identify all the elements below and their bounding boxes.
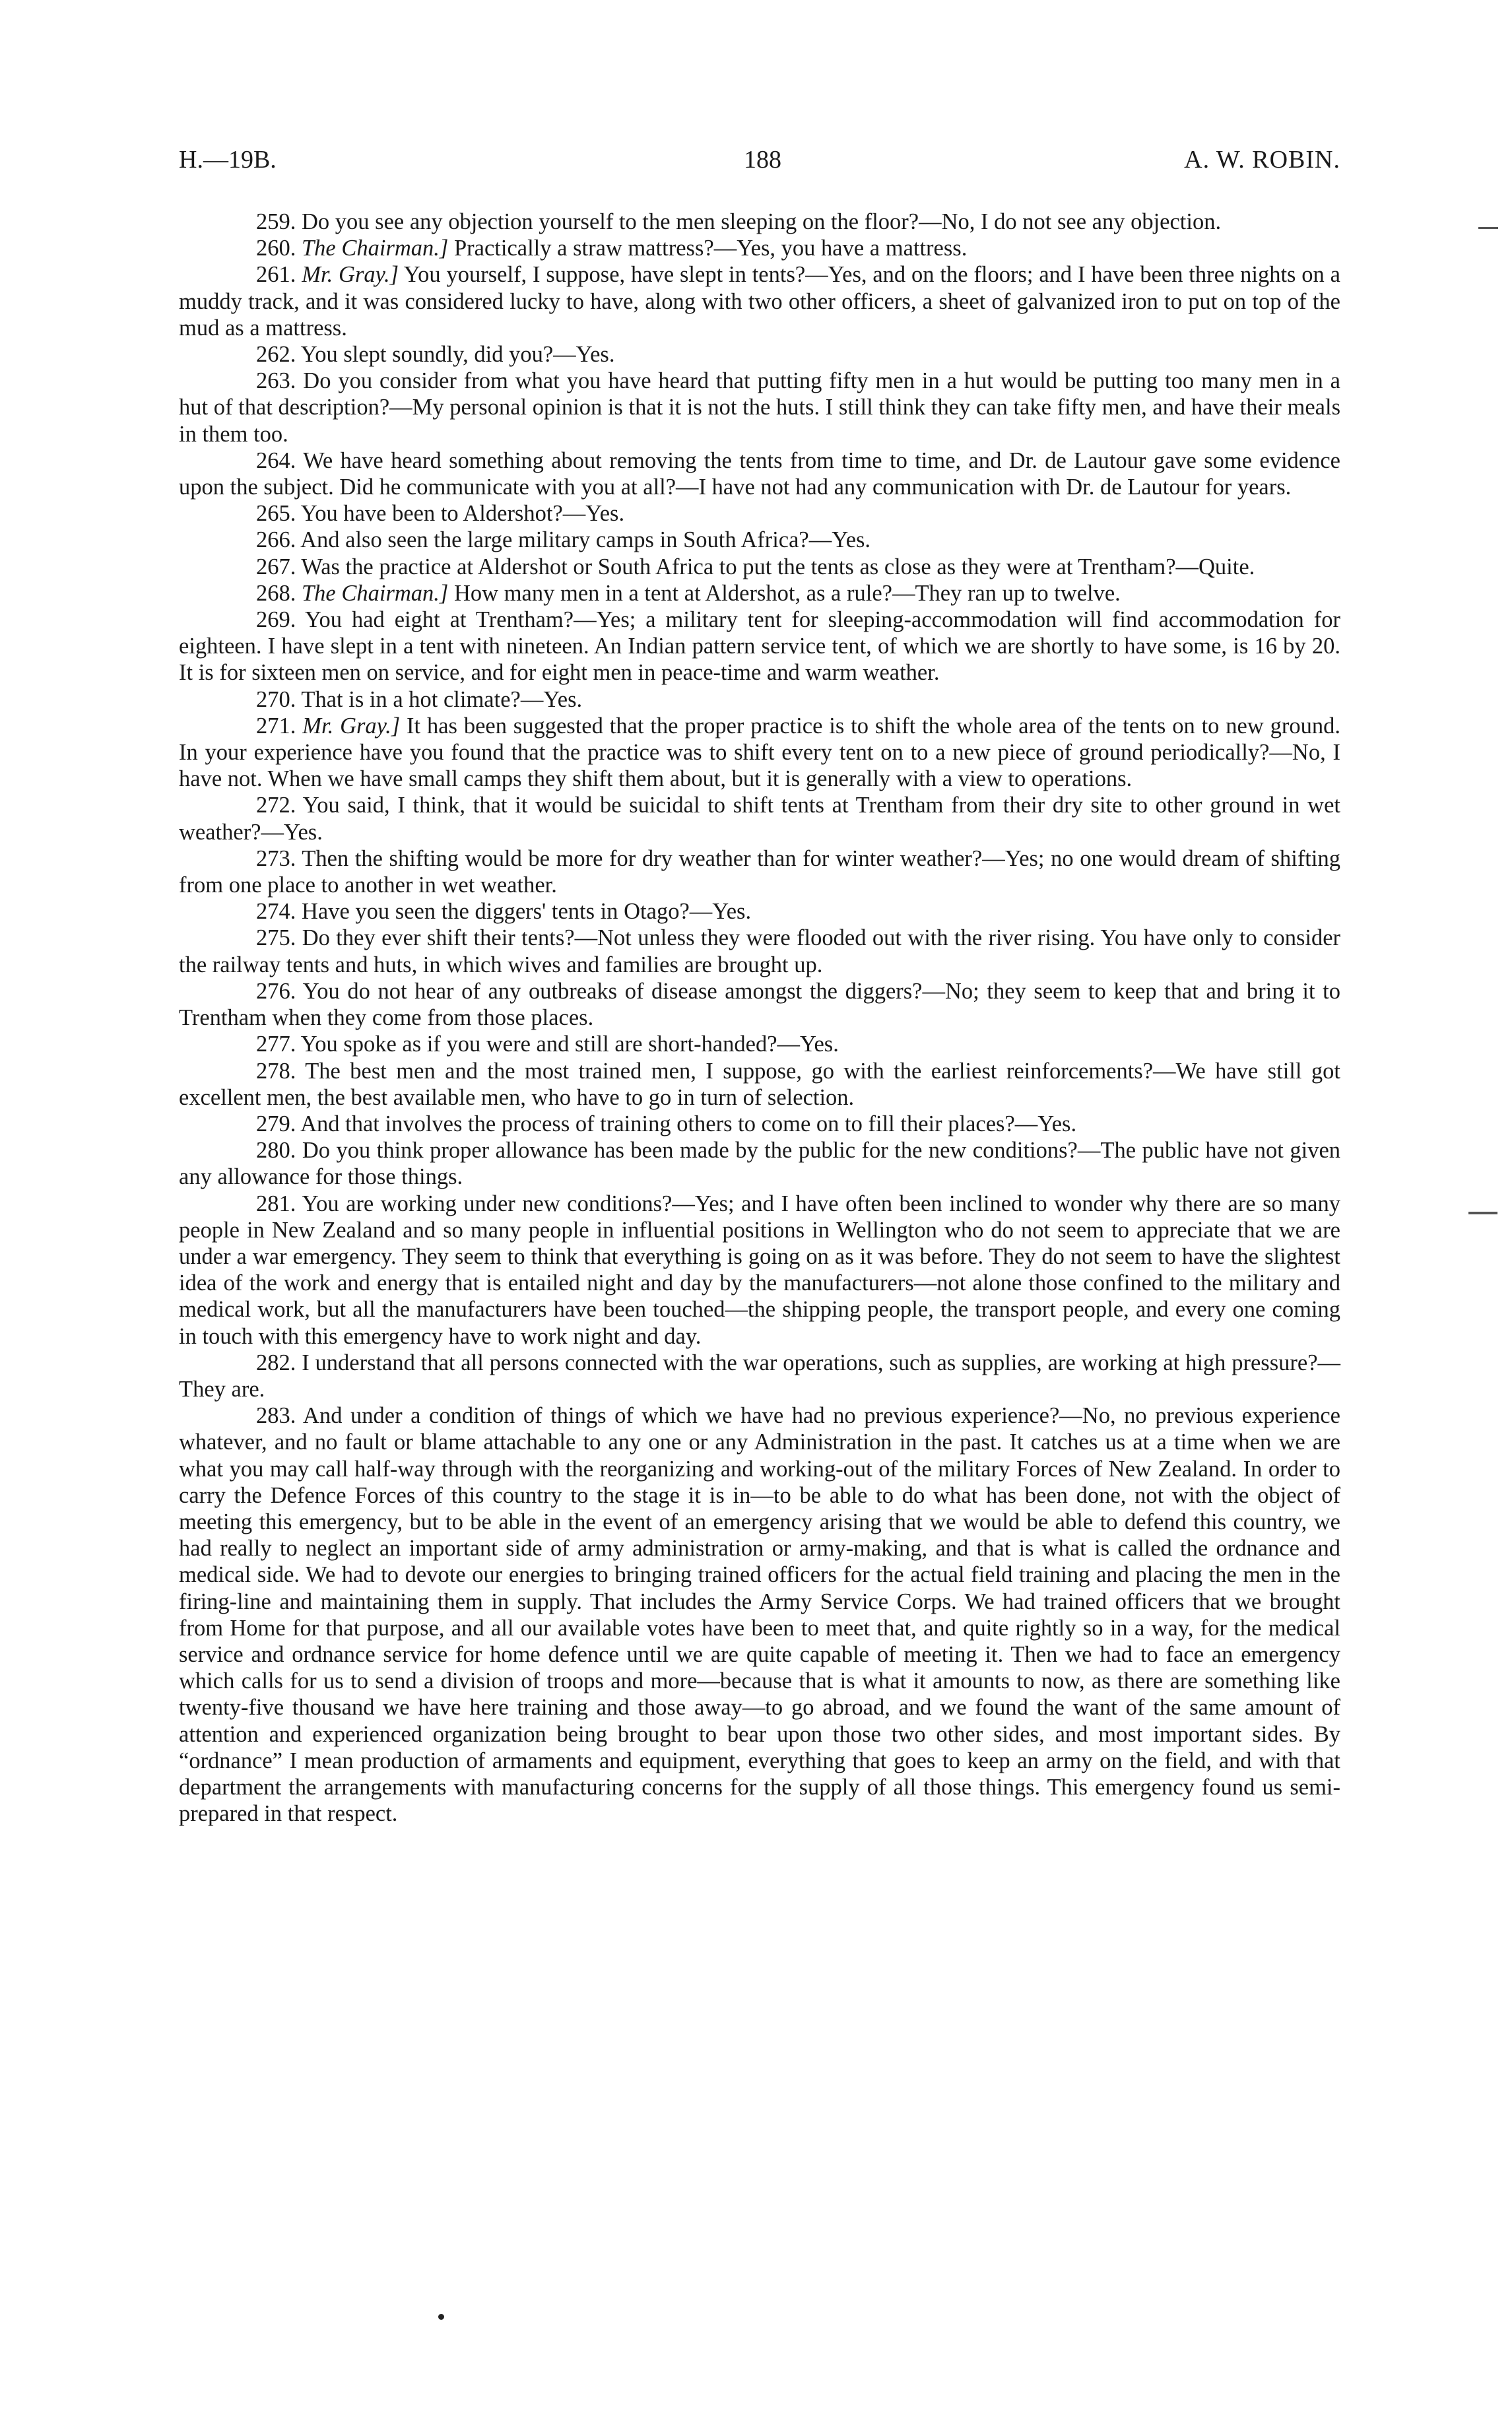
question-number: 277. (256, 1032, 296, 1057)
qa-paragraph (179, 1191, 1340, 1350)
question-number: 262. (256, 342, 296, 368)
question-number: 283. (256, 1403, 296, 1429)
question-number: 271. (256, 713, 296, 739)
question-number: 259. (256, 209, 296, 234)
qa-paragraph (179, 1402, 1340, 1827)
paragraph-text: You said, I think, that it would be suicidal to shift tents at Trentham from their dry site to other ground in wet weather?—Yes. (179, 793, 1340, 845)
question-number: 266. (256, 527, 296, 553)
paragraph-text: It has been suggested that the proper practice is to shift the whole area of the tents on to new ground. In your experience have you found that the practice was to shift every tent on to a new piece of ground periodically?—No, I have not. When we have small camps they shift them about, but it is generally with a view to operations. (179, 713, 1341, 792)
paragraph-text: And under a condition of things of which we have had no previous experience?—No, no previous experience whatever, and no fault or blame attachable to any one or any Administration in the past. It catches us at a time when we are what you may call half-way through with the reorganizing and working-out of the military Forces of New Zealand. In order to carry the Defence Forces of this country to the stage it is in—to be able to do what has been done, not with the object of meeting this emergency, but to be able in the event of an emergency arising that we would be able to defend this country, we had really to neglect an important side of army administration or army-making, and that is what is called the ordnance and medical side. We had to devote our energies to bringing trained officers for the actual field training and placing the men in the firing-line and maintaining them in supply. That includes the Army Service Corps. We had trained officers that we brought from Home for that purpose, and all our available votes have been to meet that, and quite rightly so in a way, for the medical service and ordnance service for home defence until we are quite capable of meeting it. Then we had to face an emergency which calls for us to send a division of troops and more—because that is what it amounts to now, as there are something like twenty-five thousand we have here training and those away—to go abroad, and we found the want of the same amount of attention and experienced organization being brought to bear upon those two other sides, and most important sides. By “ordnance” I mean production of armaments and equipment, everything that goes to keep an army on the field, and with that department the arrangements with manufacturing concerns for the supply of all those things. This emergency found us semi-prepared in that respect. (179, 1403, 1340, 1827)
report-code: H.—19B. (179, 146, 277, 174)
paragraph-text: Do you consider from what you have heard that putting fifty men in a hut would be putting too many men in a hut of that description?—My personal opinion is that it is not the huts. I still think they can take fifty men, and have their meals in them too. (179, 368, 1340, 447)
qa-paragraph (179, 527, 1340, 553)
paragraph-text: You slept soundly, did you?—Yes. (300, 342, 615, 368)
paragraph-text: You had eight at Trentham?—Yes; a military tent for sleeping-accommodation will find accommodation for eighteen. I have slept in a tent with nineteen. An Indian pattern service tent, of which we are shortly to have some, is 16 by 20. It is for sixteen men on service, and for eight men in peace-time and warm weather. (179, 607, 1340, 686)
qa-paragraph (179, 713, 1340, 793)
paragraph-text: Was the practice at Aldershot or South Africa to put the tents as close as they were at Trentham?—Quite. (301, 554, 1255, 579)
margin-mark (1478, 227, 1498, 229)
question-number: 276. (256, 978, 296, 1004)
question-number: 279. (256, 1111, 296, 1136)
question-number: 268. (256, 580, 296, 606)
paragraph-text: Then the shifting would be more for dry weather than for winter weather?—Yes; no one would dream of shifting from one place to another in wet weather. (179, 845, 1340, 898)
qa-paragraph (179, 792, 1340, 845)
stray-mark (438, 2314, 444, 2320)
paragraph-text: I understand that all persons connected with the war operations, such as supplies, are working at high pressure?—They are. (179, 1350, 1341, 1402)
paragraph-text: You yourself, I suppose, have slept in tents?—Yes, and on the floors; and I have been three nights on a muddy track, and it was considered lucky to have, along with two other officers, a sheet of galvanized iron to put on top of the mud as a mattress. (179, 262, 1340, 341)
question-number: 264. (256, 447, 296, 473)
margin-mark (1468, 1212, 1497, 1214)
qa-paragraph (179, 447, 1340, 500)
qa-paragraph (179, 554, 1340, 580)
paragraph-text: Have you seen the diggers' tents in Otago?—Yes. (302, 899, 752, 925)
question-number: 270. (256, 686, 296, 712)
qa-paragraph (179, 1111, 1340, 1137)
speaker-label: Mr. Gray.] (302, 713, 401, 739)
paragraph-text: The best men and the most trained men, I suppose, go with the earliest reinforcements?—We have still got excellent men, the best available men, who have to go in turn of selection. (179, 1058, 1340, 1110)
qa-paragraph (179, 1137, 1340, 1190)
question-number: 274. (256, 899, 296, 925)
qa-paragraph (179, 925, 1340, 977)
question-number: 260. (256, 236, 296, 261)
qa-paragraph (179, 580, 1340, 607)
paragraph-text: And also seen the large military camps in South Africa?—Yes. (300, 527, 871, 553)
qa-paragraph (179, 500, 1340, 527)
qa-paragraph (179, 235, 1340, 261)
speaker-label: The Chairman.] (302, 236, 449, 261)
qa-paragraph (179, 261, 1340, 341)
witness-name: A. W. ROBIN. (1184, 146, 1340, 174)
paragraph-text: You do not hear of any outbreaks of disease amongst the diggers?—No; they seem to keep that and bring it to Trentham when they come from those places. (179, 978, 1340, 1031)
qa-paragraph (179, 1350, 1340, 1402)
question-number: 281. (256, 1191, 296, 1216)
question-number: 282. (256, 1350, 296, 1375)
qa-paragraph (179, 978, 1340, 1031)
question-number: 273. (256, 845, 296, 871)
qa-paragraph (179, 898, 1340, 925)
qa-paragraph (179, 368, 1340, 447)
paragraph-text: Do you think proper allowance has been made by the public for the new conditions?—The public have not given any allowance for those things. (179, 1138, 1341, 1190)
question-number: 265. (256, 501, 296, 527)
page-header (179, 145, 1340, 185)
qa-paragraph (179, 1058, 1340, 1111)
question-number: 275. (256, 925, 296, 951)
qa-paragraph (179, 1031, 1340, 1057)
paragraph-text: Do they ever shift their tents?—Not unless they were flooded out with the river rising. You have only to consider the railway tents and huts, in which wives and families are brought up. (179, 925, 1341, 977)
question-number: 263. (256, 368, 296, 394)
question-number: 269. (256, 607, 296, 633)
question-number: 278. (256, 1058, 296, 1084)
qa-paragraph (179, 209, 1340, 235)
paragraph-text: You have been to Aldershot?—Yes. (300, 501, 625, 527)
qa-paragraph (179, 607, 1340, 686)
qa-paragraph (179, 686, 1340, 713)
paragraph-text: Do you see any objection yourself to the men sleeping on the floor?—No, I do not see any objection. (302, 209, 1222, 234)
question-number: 267. (256, 554, 296, 579)
document-body (179, 209, 1340, 1827)
paragraph-text: How many men in a tent at Aldershot, as a rule?—They ran up to twelve. (454, 580, 1121, 606)
paragraph-text: You are working under new conditions?—Yes; and I have often been inclined to wonder why there are so many people in New Zealand and so many people in influential positions in Wellington who do not seem to appreciate that we are under a war emergency. They seem to think that everything is going on as it was before. They do not seem to have the slightest idea of the work and energy that is entailed night and day by the manufacturers—not alone those confined to the military and medical work, but all the manufacturers have been touched—the shipping people, the transport people, and every one coming in touch with this emergency have to work night and day. (179, 1191, 1340, 1349)
paragraph-text: And that involves the process of training others to come on to fill their places?—Yes. (300, 1111, 1077, 1136)
question-number: 272. (256, 793, 296, 818)
paragraph-text: You spoke as if you were and still are short-handed?—Yes. (300, 1032, 839, 1057)
question-number: 261. (256, 262, 296, 288)
question-number: 280. (256, 1138, 296, 1164)
paragraph-text: That is in a hot climate?—Yes. (301, 686, 583, 712)
page-number: 188 (744, 146, 781, 174)
paragraph-text: Practically a straw mattress?—Yes, you have a mattress. (454, 236, 968, 261)
speaker-label: Mr. Gray.] (302, 262, 399, 288)
qa-paragraph (179, 845, 1340, 898)
paragraph-text: We have heard something about removing the tents from time to time, and Dr. de Lautour gave some evidence upon the subject. Did he communicate with you at all?—I have not had any communication with Dr. de Lautour for years. (179, 447, 1340, 500)
speaker-label: The Chairman.] (302, 580, 449, 606)
qa-paragraph (179, 341, 1340, 368)
